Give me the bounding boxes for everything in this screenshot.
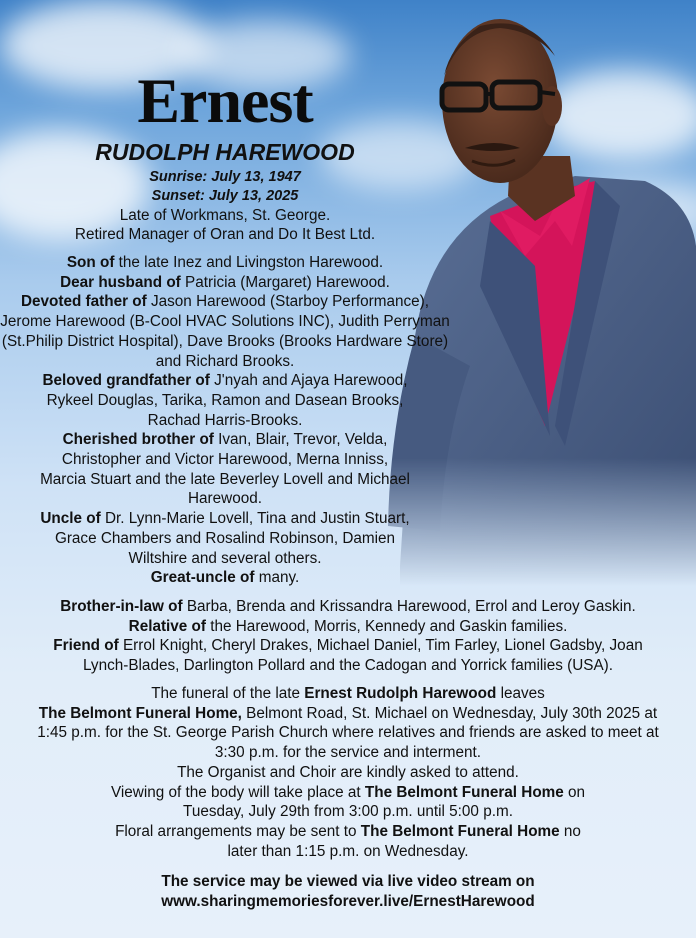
relation-text: J'nyah and Ajaya Harewood, Rykeel Douglas, Tarika, Ramon and Dasean Brooks, Rachad Harris-Brooks. (46, 372, 408, 429)
sunset-date: Sunset: July 13, 2025 (151, 188, 299, 204)
family-list (0, 253, 450, 588)
funeral-home-name: The Belmont Funeral Home (364, 783, 564, 801)
dates-block (0, 168, 450, 244)
family-item (0, 636, 696, 675)
relation-label: Cherished brother of (62, 431, 214, 449)
funeral-text: Belmont Road, St. Michael on Wednesday, July 30th 2025 at 1:45 p.m. for the St. George Parish Church where relatives and friends are asked to meet at 3:30 p.m. for the service and interment. (37, 704, 659, 762)
funeral-text: Floral arrangements may be sent to (115, 822, 361, 840)
deceased-first-name: Ernest (137, 65, 313, 136)
relation-text: Dr. Lynn-Marie Lovell, Tina and Justin Stuart, Grace Chambers and Rosalind Robinson, Damien Wiltshire and several others. (54, 510, 410, 567)
family-item (0, 253, 450, 273)
funeral-home-name: The Belmont Funeral Home, (38, 704, 242, 722)
relation-text: Errol Knight, Cheryl Drakes, Michael Daniel, Tim Farley, Lionel Gadsby, Joan Lynch-Blades, Darlington Pollard and the Cadogan and Yorrick families (USA). (82, 637, 643, 675)
funeral-paragraph (0, 783, 696, 822)
funeral-text: The funeral of the late (151, 685, 305, 702)
relation-text: many. (254, 569, 300, 587)
family-item (0, 509, 450, 568)
deceased-full-name: Ernest Rudolph Harewood (304, 685, 497, 702)
funeral-home-name: The Belmont Funeral Home (360, 822, 560, 840)
family-item (0, 371, 450, 430)
relation-label: Brother-in-law of (60, 598, 183, 615)
relation-text: the Harewood, Morris, Kennedy and Gaskin families. (206, 617, 568, 635)
relation-label: Son of (66, 254, 115, 271)
family-item (0, 292, 450, 371)
livestream-notice (0, 872, 696, 912)
family-item (0, 617, 696, 637)
late-of: Late of Workmans, St. George. (119, 207, 331, 224)
relation-label: Great-uncle of (150, 569, 255, 587)
funeral-text: on Tuesday, July 29th from 3:00 p.m. until 5:00 p.m. (183, 783, 586, 821)
relation-text: Barba, Brenda and Krissandra Harewood, Errol and Leroy Gaskin. (182, 598, 636, 615)
deceased-surname: RUDOLPH HAREWOOD (95, 139, 355, 165)
family-item (0, 430, 450, 509)
occupation: Retired Manager of Oran and Do It Best Ltd. (74, 226, 376, 243)
funeral-text: Viewing of the body will take place at (110, 783, 365, 801)
relation-text: Patricia (Margaret) Harewood. (180, 273, 390, 291)
relation-label: Relative of (128, 617, 206, 635)
relation-label: Beloved grandfather of (42, 372, 210, 390)
funeral-paragraph: The Organist and Choir are kindly asked to attend. (177, 763, 519, 781)
relation-label: Devoted father of (20, 293, 147, 311)
relation-label: Dear husband of (60, 273, 181, 291)
relation-label: Uncle of (40, 510, 101, 528)
funeral-paragraph (0, 822, 696, 861)
relation-label: Friend of (53, 637, 119, 655)
funeral-details (0, 684, 696, 861)
family-item (0, 597, 696, 617)
relation-text: the late Inez and Livingston Harewood. (114, 254, 384, 271)
funeral-text: leaves (496, 685, 545, 702)
relation-text: Ivan, Blair, Trevor, Velda, Christopher and Victor Harewood, Merna Inniss, Marcia Stuart and the late Beverley Lovell and Michael Harewood. (40, 431, 410, 508)
family-item (0, 568, 450, 588)
extended-family-list (0, 597, 696, 676)
relation-text: Jason Harewood (Starboy Performance), Jerome Harewood (B-Cool HVAC Solutions INC), Judith Perryman (St.Philip District Hospital), Dave Brooks (Brooks Hardware Store) and Richard Brooks. (0, 293, 450, 370)
sunrise-date: Sunrise: July 13, 1947 (149, 169, 301, 185)
livestream-text: The service may be viewed via live video stream on (161, 873, 535, 890)
livestream-link[interactable]: www.sharingmemoriesforever.live/ErnestHarewood (161, 893, 535, 910)
funeral-paragraph (0, 684, 696, 763)
funeral-text: no later than 1:15 p.m. on Wednesday. (227, 822, 581, 860)
family-item (0, 273, 450, 293)
